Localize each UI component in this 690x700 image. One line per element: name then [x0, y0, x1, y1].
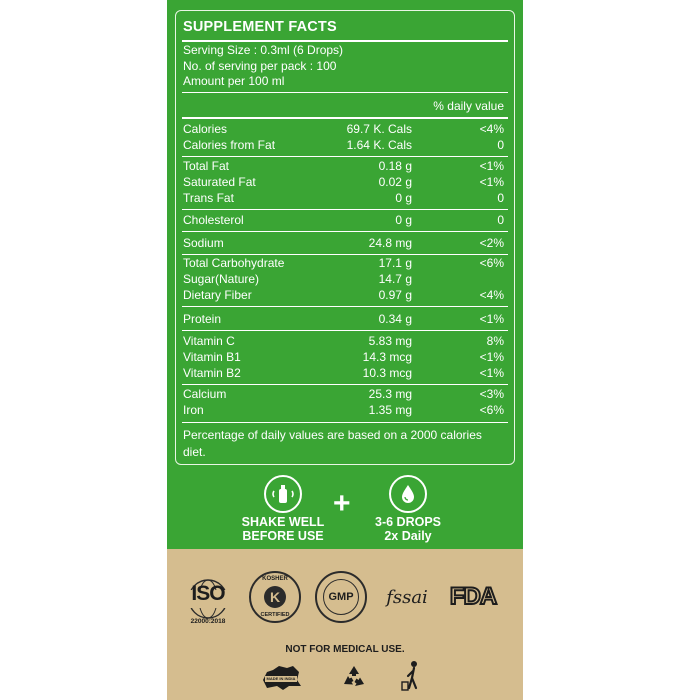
nutrient-dv: <1%: [479, 366, 504, 380]
nutrient-name: Calories from Fat: [183, 138, 276, 152]
gmp-text: GMP: [323, 579, 359, 615]
nutrient-row: [183, 312, 504, 327]
kosher-bottom-text: CERTIFIED: [260, 612, 290, 618]
divider: [182, 254, 508, 255]
nutrient-amount: 0.34 g: [378, 312, 412, 326]
nutrient-row: [183, 334, 504, 349]
drops-label-line1: 3-6 DROPS: [375, 515, 441, 529]
product-label-panel: [167, 0, 523, 700]
nutrient-amount: 1.64 K. Cals: [346, 138, 412, 152]
usage-instructions: [167, 475, 523, 545]
divider: [182, 209, 508, 210]
nutrient-name: Calcium: [183, 387, 227, 401]
nutrient-amount: 0 g: [395, 213, 412, 227]
nutrient-amount: 69.7 K. Cals: [346, 122, 412, 136]
nutrient-name: Sodium: [183, 236, 224, 250]
iso-standard: 22000:2018: [190, 618, 226, 625]
nutrient-amount: 1.35 mg: [368, 403, 412, 417]
nutrient-dv: 0: [497, 213, 504, 227]
nutrient-row: [183, 366, 504, 381]
nutrient-name: Protein: [183, 312, 222, 326]
nutrient-amount: 17.1 g: [378, 256, 412, 270]
divider: [182, 306, 508, 307]
kosher-k-badge: K: [264, 586, 286, 608]
nutrient-dv: <4%: [479, 122, 504, 136]
nutrient-dv: <6%: [479, 403, 504, 417]
drops-label-line2: 2x Daily: [384, 529, 432, 543]
nutrient-amount: 5.83 mg: [368, 334, 412, 348]
divider: [182, 117, 508, 119]
dispose-properly-icon: [400, 660, 426, 692]
fssai-logo: [377, 580, 437, 614]
nutrient-name: Vitamin B1: [183, 350, 241, 364]
nutrient-name: Vitamin B2: [183, 366, 241, 380]
nutrient-dv: 0: [497, 191, 504, 205]
drop-icon: [389, 475, 427, 513]
nutrient-amount: 25.3 mg: [368, 387, 412, 401]
nutrient-amount: 0.02 g: [378, 175, 412, 189]
nutrient-dv: 8%: [486, 334, 504, 348]
iso-logo: [181, 570, 235, 630]
nutrient-name: Iron: [183, 403, 204, 417]
nutrient-row: [183, 272, 504, 287]
fda-logo: [443, 582, 503, 612]
nutrient-row: [183, 403, 504, 418]
nutrient-row: [183, 159, 504, 174]
nutrient-row: [183, 256, 504, 271]
nutrient-dv: <4%: [479, 288, 504, 302]
amount-per: Amount per 100 ml: [183, 74, 285, 88]
servings-per-pack: No. of serving per pack : 100: [183, 59, 337, 73]
divider: [182, 231, 508, 232]
nutrient-name: Calories: [183, 122, 228, 136]
divider: [182, 156, 508, 157]
nutrient-row: [183, 288, 504, 303]
made-in-india-text: MADE IN INDIA: [266, 676, 296, 681]
nutrient-name: Vitamin C: [183, 334, 235, 348]
nutrient-row: [183, 122, 504, 137]
nutrient-row: [183, 213, 504, 228]
facts-title: SUPPLEMENT FACTS: [183, 19, 337, 35]
nutrient-row: [183, 138, 504, 153]
nutrient-name: Trans Fat: [183, 191, 234, 205]
serving-size: Serving Size : 0.3ml (6 Drops): [183, 43, 344, 57]
daily-value-footnote: Percentage of daily values are based on a 2000 calories diet.: [183, 428, 482, 459]
nutrient-dv: <1%: [479, 159, 504, 173]
supplement-facts-box: [175, 10, 515, 465]
nutrient-amount: 10.3 mcg: [362, 366, 412, 380]
nutrient-row: [183, 236, 504, 251]
nutrient-row: [183, 191, 504, 206]
nutrient-name: Total Carbohydrate: [183, 256, 285, 270]
fda-text: FDA: [449, 583, 497, 610]
title-divider: [182, 40, 508, 42]
shake-well-instruction: [233, 475, 333, 543]
nutrient-amount: 0.18 g: [378, 159, 412, 173]
nutrient-dv: <2%: [479, 236, 504, 250]
shake-label-line2: BEFORE USE: [242, 529, 324, 543]
kosher-top-text: KOSHER: [262, 576, 288, 582]
nutrient-amount: 0 g: [395, 191, 412, 205]
divider: [182, 422, 508, 423]
daily-value-header: % daily value: [433, 99, 504, 113]
nutrient-row: [183, 350, 504, 365]
nutrient-name: Saturated Fat: [183, 175, 256, 189]
shake-label-line1: SHAKE WELL: [241, 515, 325, 529]
nutrient-row: [183, 175, 504, 190]
recycle-icon: [339, 662, 369, 692]
drops-instruction: [363, 475, 453, 543]
nutrient-amount: 24.8 mg: [368, 236, 412, 250]
made-in-india-icon: [259, 662, 303, 692]
nutrient-amount: 14.7 g: [378, 272, 412, 286]
gmp-logo: [315, 571, 367, 623]
divider: [182, 384, 508, 385]
nutrient-dv: 0: [497, 138, 504, 152]
nutrient-row: [183, 387, 504, 402]
nutrient-dv: <6%: [479, 256, 504, 270]
nutrient-dv: <1%: [479, 350, 504, 364]
divider: [182, 330, 508, 331]
nutrient-dv: <1%: [479, 175, 504, 189]
iso-text: ISO: [191, 582, 225, 605]
fssai-text: fssai: [386, 586, 428, 608]
nutrient-dv: <3%: [479, 387, 504, 401]
nutrient-name: Total Fat: [183, 159, 230, 173]
kosher-logo: [249, 571, 301, 623]
shake-bottle-icon: [264, 475, 302, 513]
nutrient-name: Cholesterol: [183, 213, 244, 227]
nutrient-name: Sugar(Nature): [183, 272, 260, 286]
nutrient-name: Dietary Fiber: [183, 288, 252, 302]
nutrient-amount: 0.97 g: [378, 288, 412, 302]
not-for-medical-use-notice: NOT FOR MEDICAL USE.: [285, 644, 405, 655]
plus-icon: +: [333, 487, 351, 520]
nutrient-dv: <1%: [479, 312, 504, 326]
green-section: [167, 0, 523, 549]
nutrient-amount: 14.3 mcg: [362, 350, 412, 364]
divider: [182, 92, 508, 93]
